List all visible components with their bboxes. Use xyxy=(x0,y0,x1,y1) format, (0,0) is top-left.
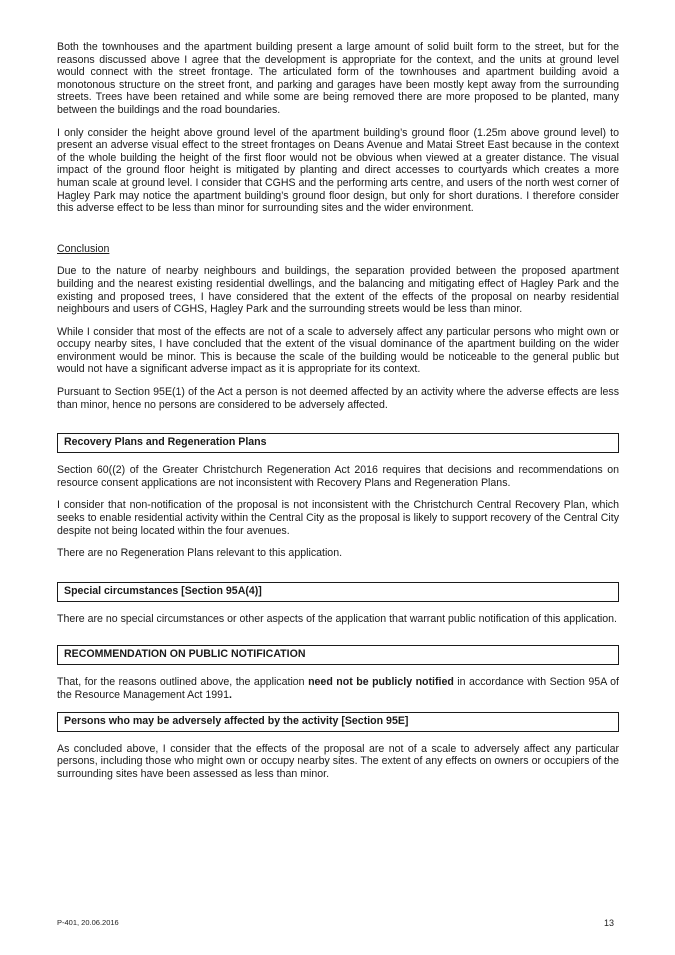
body-paragraph: I consider that non-notification of the proposal is not inconsistent with the Christchurch Central Recovery Plan, which seeks to enable residential activity within the Central City as the proposal is likely to support recovery of the Central City despite not being located within the four avenues. xyxy=(57,499,619,537)
body-paragraph: Due to the nature of nearby neighbours and buildings, the separation provided between the proposed apartment building and the nearest existing residential dwellings, and the balancing and mitigating effect of Hagley Park and the existing and proposed trees, I have considered that the extent of the effects of the proposal on nearby residential neighbours and users of CGHS, Hagley Park and the surrounding streets would be less than minor. xyxy=(57,265,619,316)
section-heading-recommendation: RECOMMENDATION ON PUBLIC NOTIFICATION xyxy=(57,645,619,665)
document-page xyxy=(57,41,619,790)
recommendation-paragraph: That, for the reasons outlined above, the application need not be publicly notified in accordance with Section 95A of the Resource Management Act 1991. xyxy=(57,676,619,701)
body-paragraph: There are no Regeneration Plans relevant to this application. xyxy=(57,547,343,560)
recommendation-emphasis: need not be publicly notified xyxy=(308,676,454,689)
section-heading-special-circumstances: Special circumstances [Section 95A(4)] xyxy=(57,582,619,602)
body-paragraph: While I consider that most of the effects are not of a scale to adversely affect any particular persons who might own or occupy nearby sites, I have concluded that the extent of the visual dominance of the apartment building on the wider environment would be minor. This is because the scale of the building would be noticeable to the general public but would not have a significant adverse impact as it is appropriate for its context. xyxy=(57,325,619,376)
section-heading-persons-affected: Persons who may be adversely affected by the activity [Section 95E] xyxy=(57,712,619,732)
body-paragraph: Both the townhouses and the apartment building present a large amount of solid built form to the street, but for the reasons discussed above I agree that the development is appropriate for the context, and the units at ground level would connect with the street frontage. The articulated form of the townhouses and apartment building avoid a monotonous structure on the street front, and parking and garages have been mostly kept away from the surrounding streets. Trees have been retained and while some are being removed there are more proposed to be planted, many between the buildings and the road boundaries. xyxy=(57,41,619,116)
body-paragraph: Pursuant to Section 95E(1) of the Act a person is not deemed affected by an activity where the adverse effects are less than minor, hence no persons are considered to be adversely affected. xyxy=(57,386,619,411)
body-paragraph: As concluded above, I consider that the effects of the proposal are not of a scale to adversely affect any particular persons, including those who might own or occupy nearby sites. The extent of any effects on owners or occupiers of the surrounding sites have been assessed as less than minor. xyxy=(57,742,619,780)
body-paragraph: There are no special circumstances or other aspects of the application that warrant public notification of this application. xyxy=(57,612,618,625)
body-paragraph: Section 60((2) of the Greater Christchurch Regeneration Act 2016 requires that decisions and recommendations on resource consent applications are not inconsistent with Recovery Plans and Regeneration Plans. xyxy=(57,464,619,489)
footer-page-number: 13 xyxy=(604,918,615,928)
section-heading-recovery: Recovery Plans and Regeneration Plans xyxy=(57,433,619,453)
conclusion-heading: Conclusion xyxy=(57,242,110,255)
footer-form-reference: P-401, 20.06.2016 xyxy=(57,918,119,927)
body-paragraph: I only consider the height above ground level of the apartment building’s ground floor (1.25m above ground level) to present an adverse visual effect to the street frontages on Deans Avenue and Matai Street East because in the context of the whole building the height of the first floor would not be obvious when viewed at a greater distance. The visual impact of the ground floor height is mitigated by planting and direct accesses to courtyards which creates a more human scale at ground level. I consider that CGHS and the performing arts centre, and users of the north west corner of Hagley Park may notice the apartment building’s ground floor design, but only for short durations. I therefore consider this adverse effect to be less than minor for surrounding sites and the wider environment. xyxy=(57,126,619,215)
